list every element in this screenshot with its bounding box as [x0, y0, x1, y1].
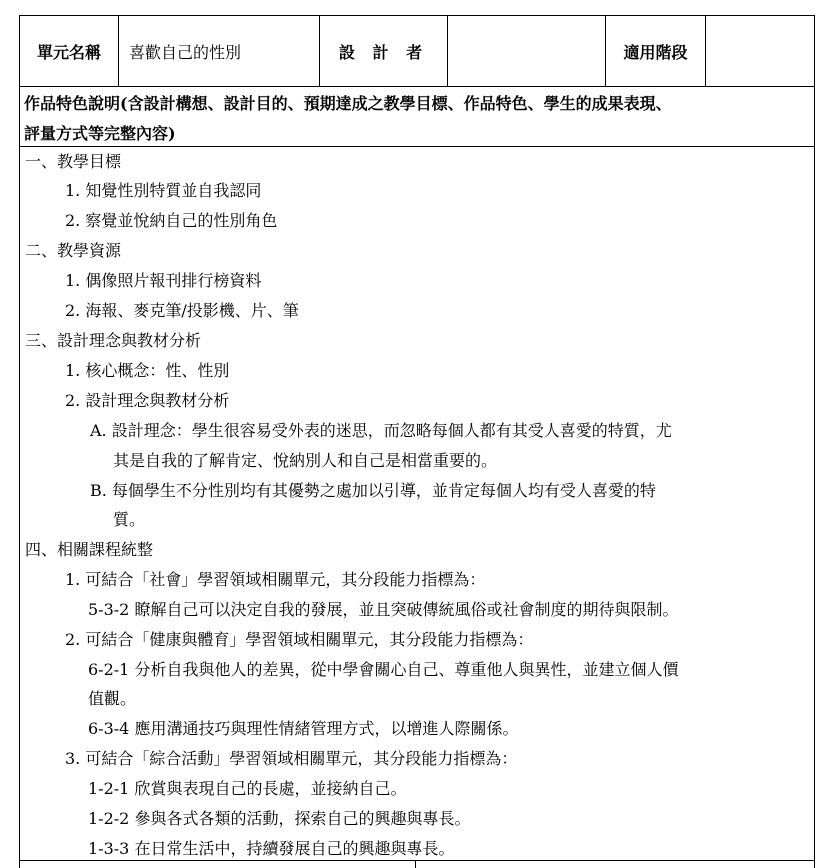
paragraph-b-line1: B. 每個學生不分性別均有其優勢之處加以引導，並肯定每個人均有受人喜愛的特 [90, 481, 656, 500]
paragraph-b-line2: 質。 [113, 510, 146, 529]
indicator-line: 6-2-1 分析自我與他人的差異，從中學會關心自己、尊重他人與異性，並建立個人價 [88, 660, 679, 679]
unit-name-value: 喜歡自己的性別 [119, 16, 320, 86]
list-item: 1. 知覺性別特質並自我認同 [65, 181, 262, 200]
section-title-integration: 四、相關課程統整 [25, 540, 154, 559]
designer-value [448, 16, 606, 86]
list-item: 2. 可結合「健康與體育」學習領域相關單元，其分段能力指標為： [65, 630, 534, 649]
feature-heading [20, 87, 814, 147]
indicator-line: 1-2-2 參與各式各類的活動，探索自己的興趣與專長。 [88, 809, 471, 828]
list-item: 1. 核心概念：性、性別 [65, 361, 230, 380]
table-bottom-border [19, 860, 815, 861]
indicator-line: 1-2-1 欣賞與表現自己的長處，並接納自己。 [88, 779, 407, 798]
indicator-line: 值觀。 [88, 689, 137, 708]
stage-value [706, 16, 814, 86]
feature-heading-line2: 評量方式等完整內容) [24, 124, 176, 143]
section-title-design: 三、設計理念與教材分析 [25, 331, 202, 350]
paragraph-a-line2: 其是自我的了解肯定、悅納別人和自己是相當重要的。 [113, 451, 498, 470]
list-item: 2. 察覺並悅納自己的性別角色 [65, 211, 278, 230]
indicator-line: 5-3-2 瞭解自己可以決定自我的發展，並且突破傳統風俗或社會制度的期待與限制。 [88, 600, 679, 619]
list-item: 1. 可結合「社會」學習領域相關單元，其分段能力指標為： [65, 570, 486, 589]
unit-name-label: 單元名稱 [20, 16, 119, 86]
list-item: 2. 海報、麥克筆/投影機、片、筆 [65, 301, 299, 320]
table-column-divider [415, 860, 416, 868]
section-title-resources: 二、教學資源 [25, 241, 122, 260]
designer-label: 設 計 者 [320, 16, 448, 86]
feature-heading-line1: 作品特色說明(含設計構想、設計目的、預期達成之教學目標、作品特色、學生的成果表現、 [24, 94, 672, 113]
stage-label: 適用階段 [606, 16, 706, 86]
list-item: 3. 可結合「綜合活動」學習領域相關單元，其分段能力指標為： [65, 749, 518, 768]
header-table [19, 15, 815, 87]
indicator-line: 1-3-3 在日常生活中，持續發展自己的興趣與專長。 [88, 839, 455, 858]
list-item: 2. 設計理念與教材分析 [65, 391, 230, 410]
paragraph-a-line1: A. 設計理念：學生很容易受外表的迷思，而忽略每個人都有其受人喜愛的特質，尤 [90, 421, 672, 440]
section-title-goals: 一、教學目標 [25, 152, 122, 171]
list-item: 1. 偶像照片報刊排行榜資料 [65, 271, 262, 290]
indicator-line: 6-3-4 應用溝通技巧與理性情緒管理方式，以增進人際關係。 [88, 719, 519, 738]
